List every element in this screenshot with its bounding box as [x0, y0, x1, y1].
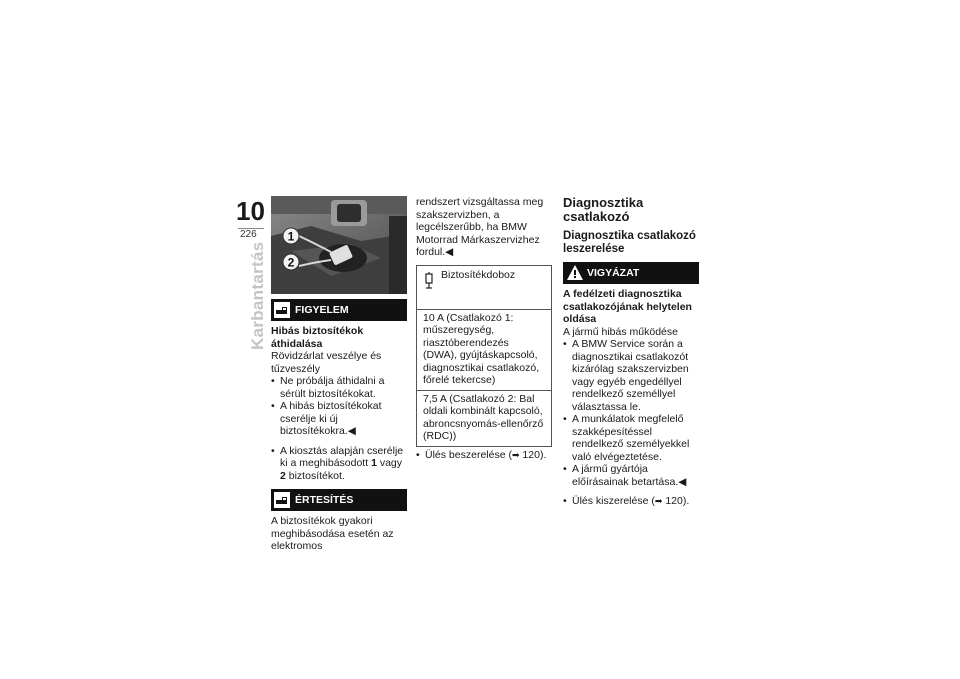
page-ref-link[interactable]: 120	[522, 448, 540, 461]
step-text: Ülés beszerelése (	[425, 448, 512, 461]
chapter-title: Karbantartás	[248, 241, 267, 350]
fuse-table-title: Biztosítékdoboz	[441, 268, 516, 281]
step-text: vagy	[376, 457, 403, 469]
list-item: • A munkálatok megfelelő szakképesítéssel rendelkező személyekkel való elvégeztetése.	[563, 413, 699, 463]
notice-banner	[271, 489, 407, 511]
warning-banner	[271, 299, 407, 321]
arrow-right-icon: ➡	[511, 449, 520, 460]
chapter-number: 10	[236, 196, 265, 226]
fuse-ref-2: 2	[280, 469, 286, 482]
caution-list	[563, 338, 699, 488]
step-text: ).	[539, 448, 547, 461]
arrow-right-icon: ➡	[654, 496, 663, 506]
list-item	[416, 449, 552, 462]
list-item: • A BMW Service során a diagnosztikai csatlakozót kizárólag szakszervizben vagy egyéb engedéllyel rendelkező személlyel választassa le.	[563, 338, 699, 413]
warning-triangle-icon	[567, 265, 583, 288]
caution-banner	[563, 262, 699, 284]
list-item: • Ne próbálja áthidalni a sérült biztosítékokat.	[271, 375, 407, 400]
fuse-table	[416, 265, 552, 447]
section-title: Diagnosztika csatlakozó	[563, 195, 644, 224]
warning-heading: Hibás biztosítékok áthidalása	[271, 325, 364, 350]
step-text: ).	[682, 495, 690, 507]
hand-pointer-icon	[274, 302, 290, 318]
table-row: 10 A (Csatlakozó 1: műszeregység, riasztóberendezés (DWA), gyújtáskapcsoló, diagnosztikai csatlakozó, főrelé tekercse)	[417, 309, 551, 390]
step-list	[416, 449, 552, 462]
subsection-title: Diagnosztika csatlakozó leszerelése	[563, 230, 696, 255]
notice-text: A biztosítékok gyakori meghibásodása esetén az elektromos	[271, 515, 394, 552]
caution-label: VIGYÁZAT	[587, 267, 640, 279]
notice-label: ÉRTESÍTÉS	[295, 494, 354, 506]
column-1	[271, 299, 407, 553]
warning-list	[271, 375, 407, 438]
list-item	[563, 495, 699, 508]
caution-heading: A fedélzeti diagnosztika csatlakozójának helytelen oldása	[563, 288, 692, 325]
step-list	[563, 495, 699, 508]
list-item: • A jármű gyártója előírásainak betartása.◀	[563, 463, 699, 488]
continued-text: rendszert vizsgáltassa meg szakszervizben, a legcélszerűbb, ha BMW Motorrad Márkaszervizhez fordul.◀	[416, 196, 544, 258]
fuse-box-photo	[271, 196, 407, 294]
table-row: 7,5 A (Csatlakozó 2: Bal oldali kombinált kapcsoló, abroncsnyomás-ellenőrző (RDC))	[417, 390, 551, 446]
warning-label: FIGYELEM	[295, 304, 349, 316]
callout-1-label: 1	[287, 229, 295, 244]
step-text: Ülés kiszerelése (	[572, 495, 655, 507]
callout-2-label: 2	[287, 255, 295, 270]
list-item	[271, 445, 407, 483]
fuse-box-illustration	[271, 196, 407, 294]
step-text: A kiosztás alapján cserélje ki a meghibásodott	[280, 444, 404, 469]
fuse-icon	[423, 272, 435, 294]
column-3	[563, 196, 699, 508]
column-2	[416, 196, 552, 461]
fuse-ref-1: 1	[371, 457, 377, 469]
hand-pointer-icon	[274, 492, 290, 508]
fuse-table-header	[417, 266, 551, 309]
caution-text: A jármű hibás működése	[563, 325, 678, 338]
step-text: biztosítékot.	[285, 469, 345, 482]
warning-text: Rövidzárlat veszélye és tűzveszély	[271, 350, 382, 375]
list-item: • A hibás biztosítékokat cserélje ki új biztosítékokra.◀	[271, 400, 407, 438]
page-ref-link[interactable]: 120	[665, 495, 683, 507]
page-number: 226	[240, 229, 257, 240]
step-list	[271, 445, 407, 483]
